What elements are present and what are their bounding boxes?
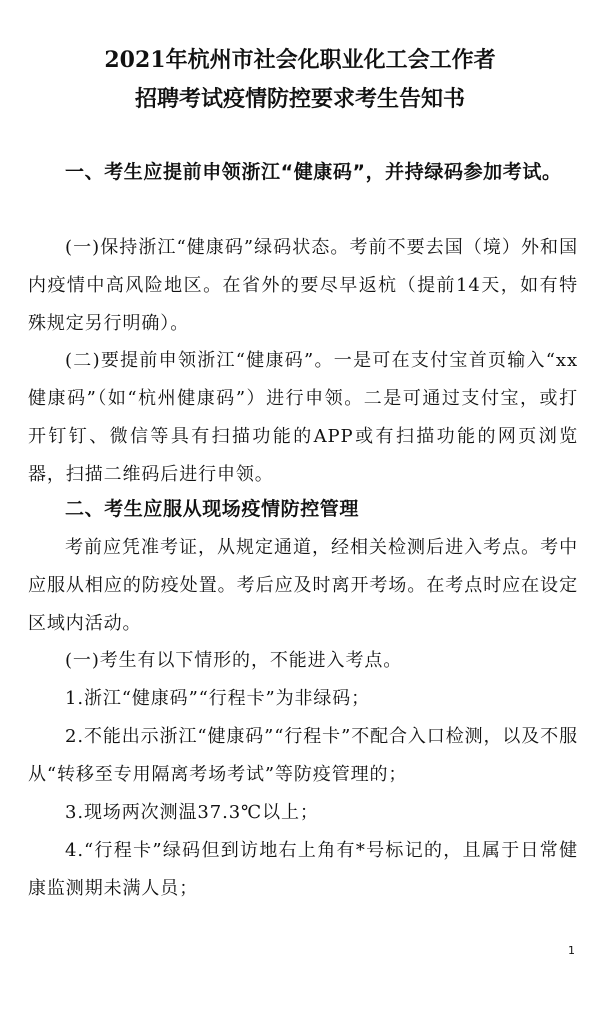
list-item-2: 2.不能出示浙江“健康码”“行程卡”不配合入口检测，以及不服从“转移至专用隔离考场考试”等防疫管理的； [28,726,578,785]
paragraph-1-2: (二)要提前申领浙江“健康码”。一是可在支付宝首页输入“xx健康码”（如“杭州健康码”）进行申领。二是可通过支付宝，或打开钉钉、微信等具有扫描功能的APP或有扫描功能的网页浏览器，扫描二维码后进行申领。 [28,350,578,485]
list-item-4: 4.“行程卡”绿码但到访地右上角有*号标记的，且属于日常健康监测期未满人员； [28,840,578,899]
section-2-heading: 二、考生应服从现场疫情防控管理 [65,498,360,520]
document-title-line-1: 2021年杭州市社会化职业化工会工作者 [104,47,496,73]
list-item-1: 1.浙江“健康码”“行程卡”为非绿码； [65,688,371,709]
section-1-heading: 一、考生应提前申领浙江“健康码”，并持绿码参加考试。 [65,161,562,183]
paragraph-1-1: (一)保持浙江“健康码”绿码状态。考前不要去国（境）外和国内疫情中高风险地区。在省外的要尽早返杭（提前14天，如有特殊规定另行明确）。 [28,237,578,334]
page-number: 1 [568,944,575,957]
paragraph-2-intro: 考前应凭准考证，从规定通道，经相关检测后进入考点。考中应服从相应的防疫处置。考后应及时离开考场。在考点时应在设定区域内活动。 [28,537,578,634]
list-item-3: 3.现场两次测温37.3℃以上； [65,802,319,823]
document-title-line-2: 招聘考试疫情防控要求考生告知书 [134,86,465,112]
paragraph-2-subheading: (一)考生有以下情形的，不能进入考点。 [65,650,403,671]
